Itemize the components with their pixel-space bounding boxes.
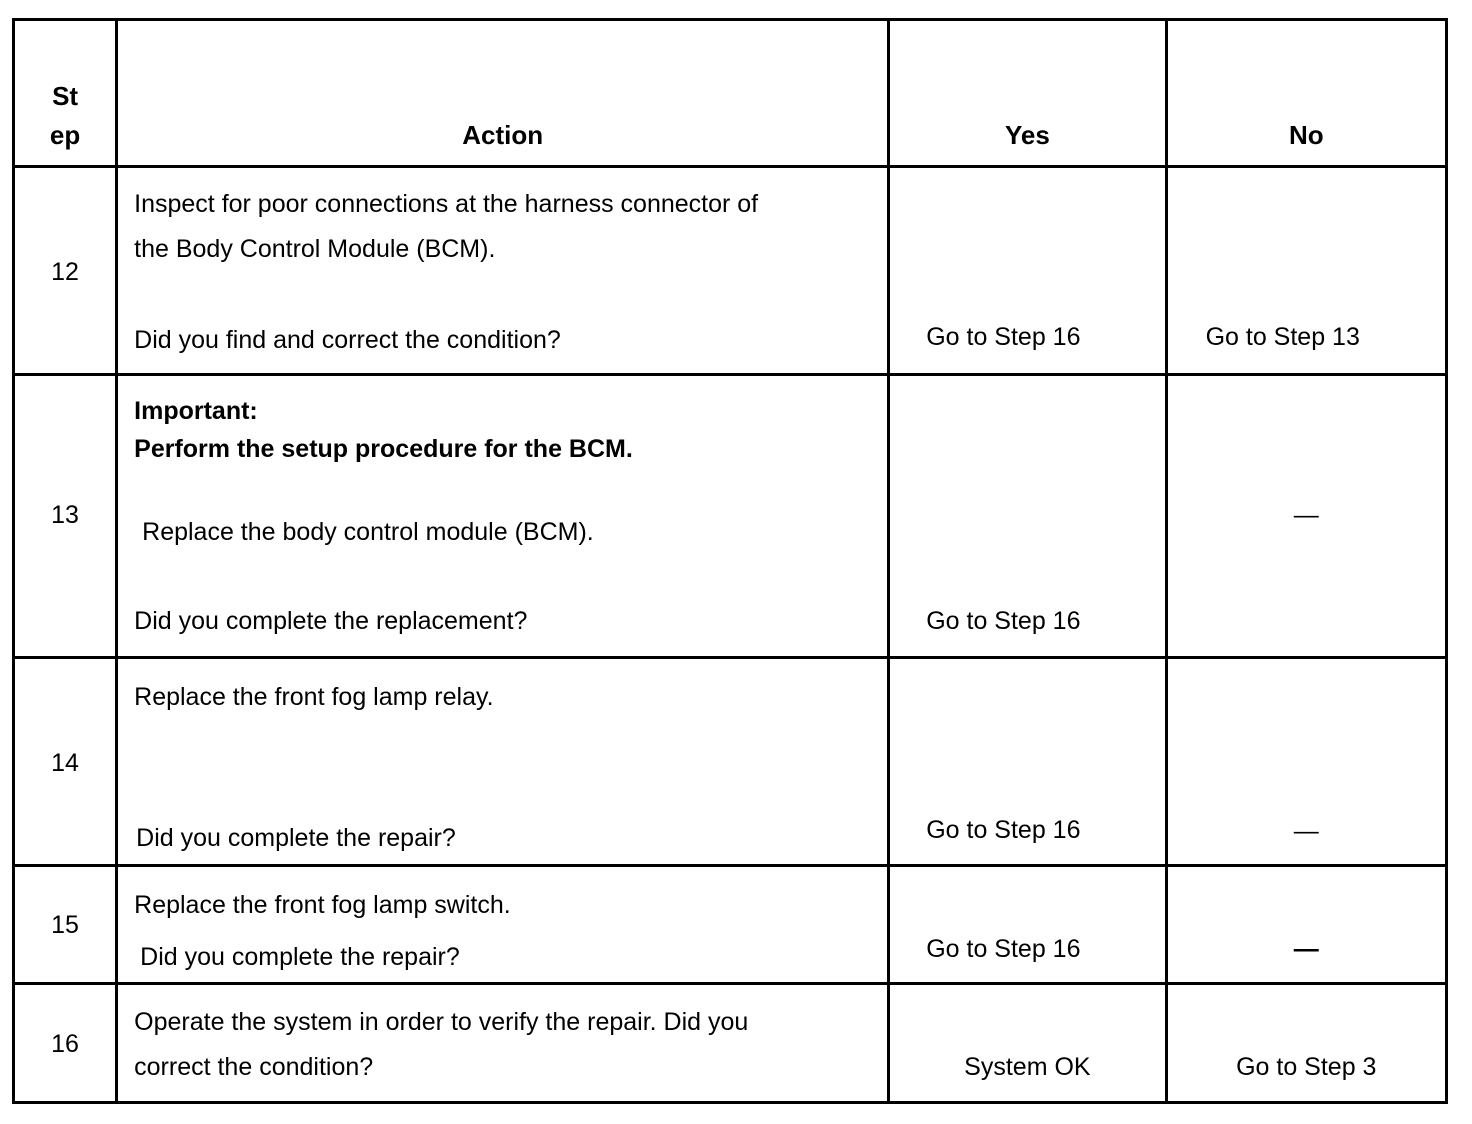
- no-result: Go to Step 13: [1205, 323, 1360, 351]
- no-result: —: [1293, 935, 1319, 963]
- action-text-line1: Replace the front fog lamp relay.: [134, 683, 494, 711]
- header-step-line1: St: [52, 81, 79, 111]
- action-cell: [117, 375, 889, 658]
- yes-result: System OK: [964, 1053, 1091, 1081]
- yes-cell: [889, 866, 1166, 984]
- step-number: 16: [51, 1030, 79, 1058]
- yes-cell: [889, 167, 1166, 375]
- yes-result: Go to Step 16: [926, 816, 1081, 844]
- no-cell: [1166, 375, 1446, 658]
- action-question: Did you complete the replacement?: [134, 607, 528, 635]
- header-no-cell: [1166, 20, 1446, 167]
- table-row: [14, 167, 1447, 375]
- action-question: Did you complete the repair?: [136, 824, 456, 852]
- step-cell: [14, 167, 117, 375]
- yes-result: Go to Step 16: [926, 323, 1081, 351]
- table-row: [14, 984, 1447, 1103]
- table-row: [14, 375, 1447, 658]
- yes-result: Go to Step 16: [926, 935, 1081, 963]
- header-step-cell: [14, 20, 117, 167]
- no-cell: [1166, 866, 1446, 984]
- no-result: —: [1293, 817, 1319, 845]
- step-number: 14: [51, 749, 79, 777]
- action-text-line1: Replace the front fog lamp switch.: [134, 891, 511, 919]
- action-cell: [117, 658, 889, 866]
- header-yes: Yes: [1004, 120, 1050, 150]
- important-label: Important:: [134, 397, 258, 425]
- yes-cell: [889, 984, 1166, 1103]
- no-cell: [1166, 167, 1446, 375]
- header-yes-cell: [889, 20, 1166, 167]
- step-cell: [14, 984, 117, 1103]
- no-result: —: [1293, 501, 1319, 529]
- diagnostic-table: [12, 18, 1448, 1104]
- header-action-cell: [117, 20, 889, 167]
- yes-cell: [889, 658, 1166, 866]
- no-cell: [1166, 658, 1446, 866]
- table-row: [14, 658, 1447, 866]
- action-text-line1: Operate the system in order to verify the repair. Did you: [134, 1008, 749, 1036]
- step-cell: [14, 866, 117, 984]
- no-cell: [1166, 984, 1446, 1103]
- no-result: Go to Step 3: [1236, 1053, 1377, 1081]
- header-no: No: [1288, 120, 1324, 150]
- action-cell: [117, 167, 889, 375]
- step-number: 15: [51, 911, 79, 939]
- step-cell: [14, 375, 117, 658]
- important-text: Perform the setup procedure for the BCM.: [134, 435, 633, 463]
- action-question: Did you find and correct the condition?: [134, 326, 561, 354]
- yes-cell: [889, 375, 1166, 658]
- action-text-line2: correct the condition?: [134, 1053, 374, 1081]
- table-row: [14, 866, 1447, 984]
- action-text-line2: the Body Control Module (BCM).: [134, 235, 496, 263]
- header-step-line2: ep: [49, 120, 81, 150]
- step-number: 12: [51, 258, 79, 286]
- action-text-line1: Replace the body control module (BCM).: [142, 518, 594, 546]
- action-text-line1: Inspect for poor connections at the harness connector of: [134, 190, 759, 218]
- yes-result: Go to Step 16: [926, 607, 1081, 635]
- action-question: Did you complete the repair?: [140, 943, 460, 971]
- header-row: [14, 20, 1447, 167]
- action-cell: [117, 866, 889, 984]
- action-cell: [117, 984, 889, 1103]
- step-cell: [14, 658, 117, 866]
- step-number: 13: [51, 501, 79, 529]
- header-action: Action: [462, 120, 544, 150]
